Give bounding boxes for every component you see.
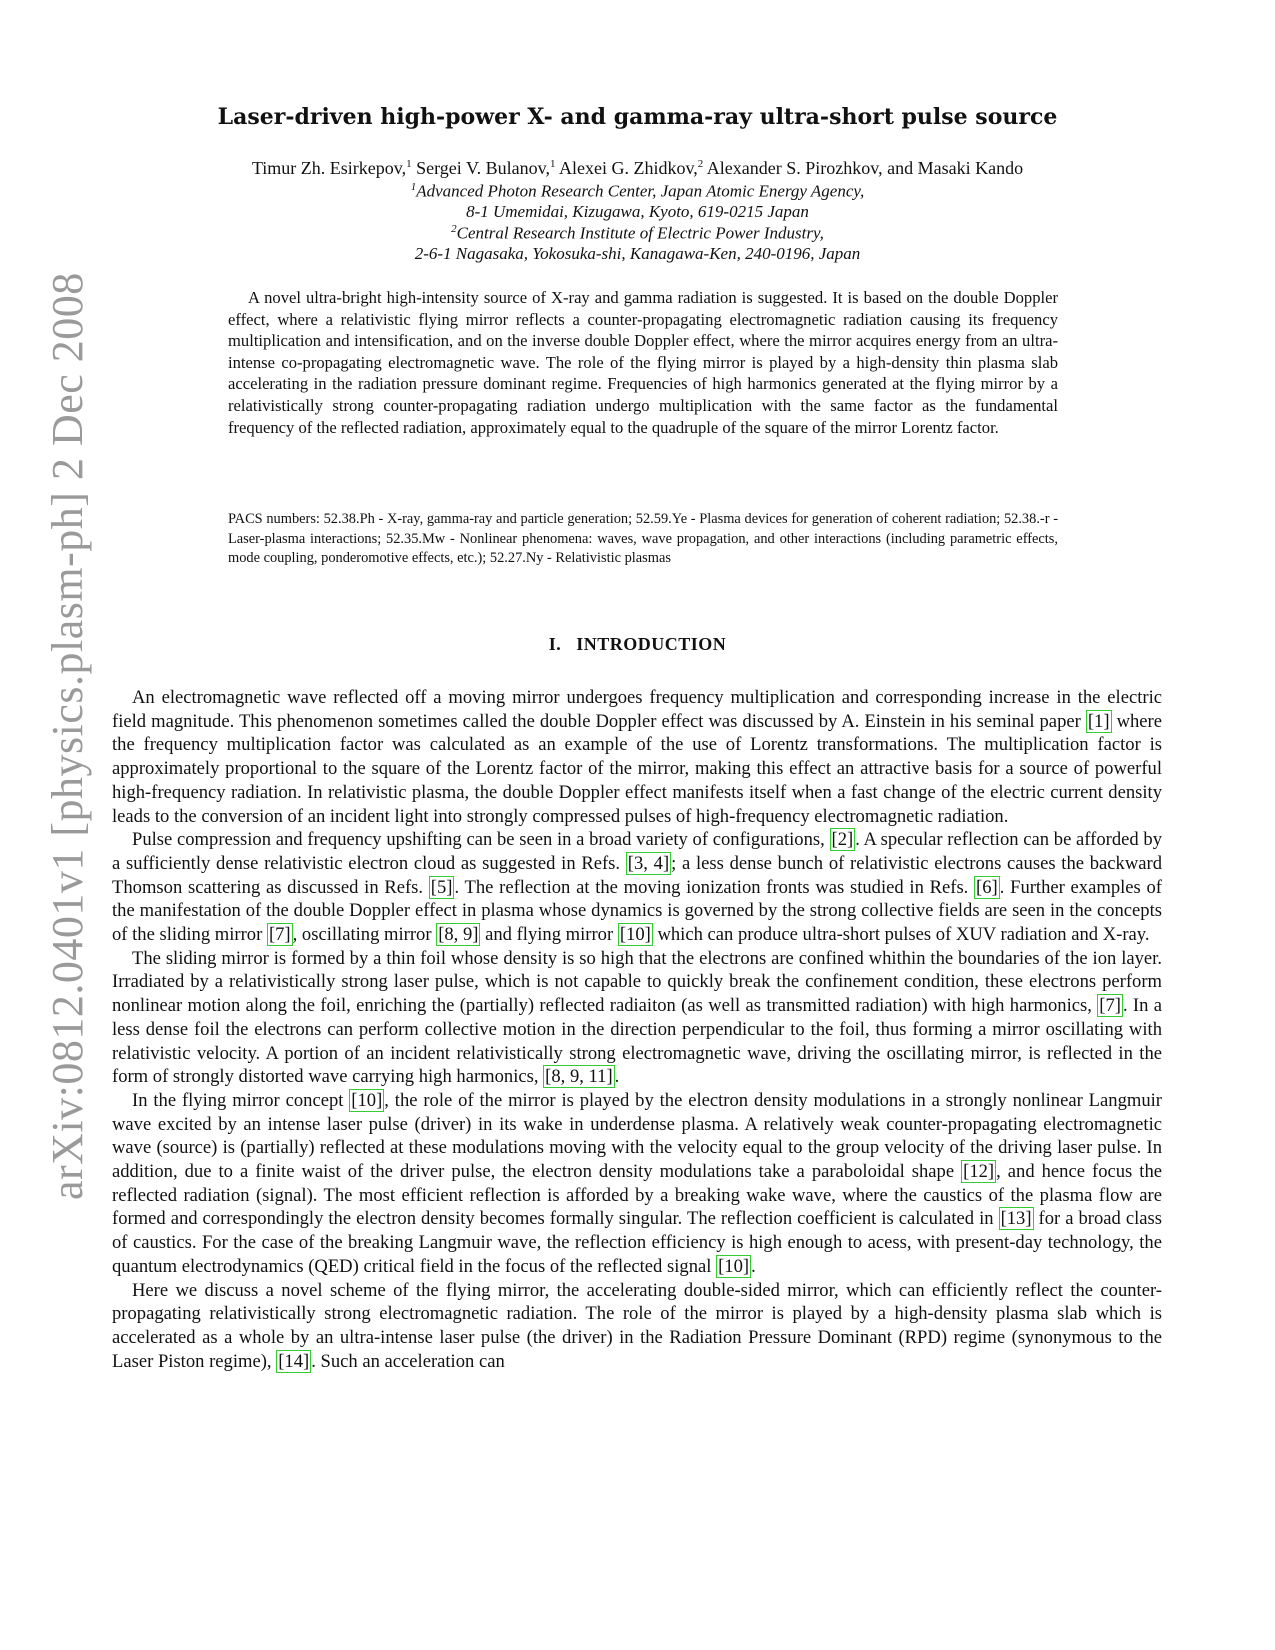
- author-name-text: Timur Zh. Esirkepov,: [251, 158, 407, 178]
- paragraph-text: .: [751, 1255, 756, 1277]
- author-affiliation-marker: 2: [697, 158, 704, 170]
- paragraph-text: . In a less dense foil the electrons can perform collective motion in the direction perpendicular to the foil, thus forming a mirror oscillating with relativistic velocity. A portion of an incident relativistically strong electromagnetic wave, driving the oscillating mirror, is reflected in the form of strongly distorted wave carrying high harmonics,: [112, 995, 1163, 1088]
- body-paragraph: [112, 686, 1162, 828]
- affiliation-text: Advanced Photon Research Center, Japan Atomic Energy Agency,: [416, 181, 865, 201]
- paragraph-text: which can produce ultra-short pulses of XUV radiation and X-ray.: [652, 924, 1150, 946]
- citation-link[interactable]: [7]: [268, 924, 291, 946]
- paragraph-text: The sliding mirror is formed by a thin foil whose density is so high that the electrons are confined whithin the boundaries of the ion layer. Irradiated by a relativistically strong laser pulse, which is not capable to quickly break the confinement condition, these electrons perform nonlinear motion along the foil, enriching the (partially) reflected radiaiton (as well as transmitted radiation) with high harmonics,: [112, 947, 1162, 1017]
- body-paragraph: [112, 1279, 1162, 1374]
- citation-link[interactable]: [10]: [619, 924, 651, 946]
- section-title: INTRODUCTION: [576, 634, 727, 654]
- affiliation-marker: 2: [451, 223, 457, 235]
- paragraph-text: .: [614, 1066, 620, 1088]
- body-paragraph: [112, 1089, 1162, 1279]
- affiliation-text: Central Research Institute of Electric Power Industry,: [456, 223, 824, 243]
- introduction-body: [112, 686, 1162, 1373]
- paragraph-text: In the flying mirror concept: [132, 1089, 350, 1111]
- paragraph-text: and flying mirror: [480, 924, 618, 946]
- author-name: [252, 158, 412, 178]
- citation-link[interactable]: [10]: [351, 1089, 383, 1111]
- abstract: A novel ultra-bright high-intensity source of X-ray and gamma radiation is suggested. It is based on the double Doppler effect, where a relativistic flying mirror reflects a counter-propagating electromagnetic radiation causing its frequency multiplication and intensification, and on the inverse double Doppler effect, where the mirror acquires energy from an ultra-intense co-propagating electromagnetic wave. The role of the flying mirror is played by a high-density thin plasma slab accelerating in the radiation pressure dominant regime. Frequencies of high harmonics generated at the flying mirror by a relativistically strong counter-propagating radiation undergo multiplication with the same factor as the fundamental frequency of the reflected radiation, approximately equal to the quadruple of the square of the mirror Lorentz factor.: [228, 288, 1058, 437]
- body-paragraph: [112, 828, 1162, 947]
- affiliation-line: [0, 244, 1275, 264]
- author-affiliation-marker: 1: [406, 158, 412, 170]
- paragraph-text: , and hence focus the reflected radiation (signal). The most efficient reflection is afforded by a breaking wake wave, where the caustics of the plasma flow are formed and correspondingly the electron density becomes formally singular. The reflection coefficient is calculated in: [112, 1161, 1163, 1230]
- citation-link[interactable]: [14]: [278, 1350, 310, 1372]
- author-name-text: Alexander S. Pirozhkov, and Masaki Kando: [706, 158, 1024, 178]
- pacs-numbers: PACS numbers: 52.38.Ph - X-ray, gamma-ray and particle generation; 52.59.Ye - Plasma devices for generation of coherent radiation; 52.38.-r - Laser-plasma interactions; 52.35.Mw - Nonlinear phenomena: waves, wave propagation, and other interactions (including parametric effects, mode coupling, ponderomotive effects, etc.); 52.27.Ny - Relativistic plasmas: [228, 511, 1058, 567]
- paper-title: Laser-driven high-power X- and gamma-ray ultra-short pulse source: [217, 104, 1058, 130]
- author-name: [559, 158, 703, 178]
- paragraph-text: where the frequency multiplication factor was calculated as an example of the use of Lorentz transformations. The multiplication factor is approximately proportional to the square of the Lorentz factor of the mirror, making this effect an attractive basis for a source of powerful high-frequency radiation. In relativistic plasma, the double Doppler effect manifests itself when a fast change of the electric current density leads to the conversion of an incident light into strongly compressed pulses of high-frequency electromagnetic radiation.: [112, 710, 1162, 827]
- citation-link[interactable]: [13]: [1000, 1208, 1032, 1230]
- paragraph-text: Here we discuss a novel scheme of the flying mirror, the accelerating double-sided mirror, which can efficiently reflect the counter-propagating relativistically strong electromagnetic radiation. The role of the mirror is played by a high-density plasma slab which is accelerated as a whole by an ultra-intense laser pulse (the driver) in the Radiation Pressure Dominant (RPD) regime (synonymous to the Laser Piston regime),: [112, 1279, 1162, 1372]
- citation-link[interactable]: [3, 4]: [627, 852, 670, 874]
- affiliation-marker: 1: [410, 181, 417, 193]
- citation-link[interactable]: [6]: [976, 876, 998, 898]
- citation-link[interactable]: [1]: [1087, 710, 1110, 732]
- author-list: [0, 158, 1275, 179]
- affiliation-line: [0, 181, 1275, 202]
- citation-link[interactable]: [2]: [831, 829, 854, 851]
- section-number: I.: [548, 634, 562, 654]
- citation-link[interactable]: [8, 9]: [438, 924, 479, 946]
- affiliation-line: [0, 202, 1275, 222]
- paragraph-text: , the role of the mirror is played by the electron density modulations in a strongly nonlinear Langmuir wave excited by an intense laser pulse (driver) in its wake in underdense plasma. A relatively weak counter-propagating electromagnetic wave (source) is (partially) reflected at these modulations moving with the velocity equal to the group velocity of the driving laser pulse. In addition, due to a finite waist of the driver pulse, the electron density modulations take a paraboloidal shape: [112, 1089, 1162, 1183]
- paragraph-text: for a broad class of caustics. For the case of the breaking Langmuir wave, the reflection efficiency is high enough to acess, with present-day technology, the quantum electrodynamics (QED) critical field in the focus of the reflected signal: [112, 1208, 1162, 1277]
- paragraph-text: Pulse compression and frequency upshifting can be seen in a broad variety of configurations,: [132, 829, 830, 851]
- citation-link[interactable]: [5]: [430, 876, 453, 898]
- citation-link[interactable]: [10]: [718, 1255, 750, 1277]
- author-name: [416, 158, 555, 178]
- citation-link[interactable]: [12]: [963, 1161, 995, 1183]
- paragraph-text: . The reflection at the moving ionization fronts was studied in Refs.: [454, 876, 975, 898]
- section-heading: [0, 634, 1275, 655]
- citation-link[interactable]: [7]: [1099, 995, 1121, 1017]
- paragraph-text: . Further examples of the manifestation of the double Doppler effect in plasma whose dynamics is governed by the strong collective fields are seen in the concepts of the sliding mirror: [112, 876, 1162, 946]
- affiliation-text: 8-1 Umemidai, Kizugawa, Kyoto, 619-0215 Japan: [466, 202, 809, 221]
- author-affiliation-marker: 1: [549, 158, 556, 170]
- author-name: [707, 158, 1023, 178]
- paragraph-text: . Such an acceleration can: [311, 1350, 505, 1372]
- citation-link[interactable]: [8, 9, 11]: [545, 1066, 613, 1088]
- paragraph-text: An electromagnetic wave reflected off a moving mirror undergoes frequency multiplication and corresponding increase in the electric field magnitude. This phenomenon sometimes called the double Doppler effect was discussed by A. Einstein in his seminal paper: [112, 687, 1162, 732]
- affiliation-text: 2-6-1 Nagasaka, Yokosuka-shi, Kanagawa-Ken, 240-0196, Japan: [414, 244, 861, 263]
- paragraph-text: ; a less dense bunch of relativistic electrons causes the backward Thomson scattering as discussed in Refs.: [112, 852, 1162, 898]
- paragraph-text: . A specular reflection can be afforded by a sufficiently dense relativistic electron cloud as suggested in Refs.: [112, 829, 1162, 874]
- arxiv-identifier-stamp: arXiv:0812.0401v1 [physics.plasm-ph] 2 Dec 2008: [43, 272, 92, 1200]
- author-name-text: Alexei G. Zhidkov,: [558, 158, 698, 178]
- author-name-text: Sergei V. Bulanov,: [416, 158, 550, 178]
- affiliation-line: [0, 223, 1275, 244]
- paragraph-text: , oscillating mirror: [292, 924, 437, 946]
- body-paragraph: [112, 947, 1162, 1089]
